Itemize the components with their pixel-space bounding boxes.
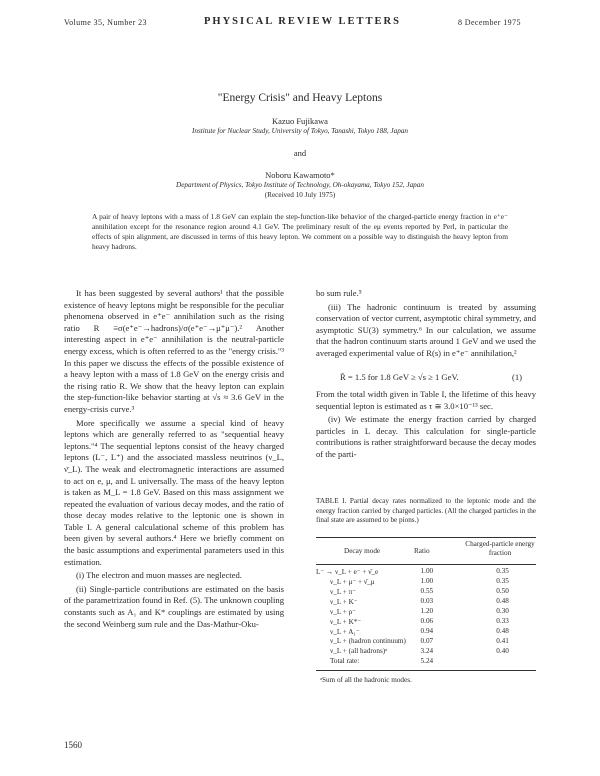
decay-table [316,566,536,666]
cell-ratio: 0.03 [420,597,434,605]
cell-decay-mode: ν_L + K⁻ [330,597,358,606]
table-row [316,656,536,666]
cell-ratio: 0.94 [420,627,434,635]
table-row [316,636,536,646]
table-row [316,576,536,586]
cell-energy-fraction [469,656,536,666]
table-footnote: ᵃSum of all the hadronic modes. [320,676,412,684]
author-1-name: Kazuo Fujikawa [272,116,328,126]
cell-energy-fraction: 0.48 [496,597,509,605]
table-header-energy-fraction: Charged-particle energy fraction [465,540,535,557]
cell-decay-mode: ν_L + π⁻ [330,587,357,596]
table-row [316,616,536,626]
table-row [316,566,536,576]
volume-number: Volume 35, Number 23 [64,18,147,27]
paper-title: "Energy Crisis" and Heavy Leptons [217,92,383,104]
table-header-rule [316,564,536,565]
author-1-affiliation: Institute for Nuclear Study, University of Tokyo, Tanashi, Tokyo 188, Japan [191,127,409,135]
paragraph-intro: It has been suggested by several authors¹ that the possible existence of heavy leptons might be responsible for the peculiar phenomena observed in e⁺e⁻ annihilation such as the rising ratio R ≡σ(e⁺e⁻→hadrons)/σ(e⁺e⁻→μ⁺μ⁻).² Another interesting aspect in e⁺e⁻ annihilation is the neutral-particle energy excess, which is often referred to as the "energy crisis."³ In this paper we discuss the effects of the possible existence of a heavy lepton with a mass of 1.8 GeV on the energy crisis and the rising ratio R. We show that the heavy lepton can explain the step-function-like behavior starting at √s ≈ 3.6 GeV in the energy-crisis curve.³ [64,288,284,414]
cell-energy-fraction: 0.35 [496,577,509,585]
paragraph-sum-rule-end: bo sum rule.⁵ [316,288,362,298]
cell-energy-fraction: 0.48 [496,627,509,635]
abstract: A pair of heavy leptons with a mass of 1.8 GeV can explain the step-function-like behavior of the charged-particle energy fraction in e⁺e⁻ annihilation except for the resonance region around 4.1 GeV. The preliminary result of the eμ events reported by Perl, in particular the effects of spin alignment, are discussed in terms of this heavy lepton. We comment on a possible way to distinguish the heavy lepton from heavy hadrons. [92,212,508,251]
author-2-affiliation: Department of Physics, Tokyo Institute of Technology, Oh-okayama, Tokyo 152, Japan [176,181,424,189]
equation-1-number: (1) [512,372,523,382]
table-row [316,606,536,616]
table-row [316,646,536,656]
right-column-bottom [316,389,536,461]
cell-decay-mode: ν_L + (all hadrons)ᵃ [330,647,388,655]
paragraph-lifetime: From the total width given in Table I, the lifetime of this heavy sequential lepton is estimated as τ ≅ 3.0×10⁻¹³ sec. [316,389,536,411]
cell-ratio: 3.24 [420,647,434,655]
cell-ratio: 1.20 [420,607,434,615]
cell-energy-fraction: 0.50 [496,587,509,595]
right-column-top [316,288,536,360]
cell-energy-fraction: 0.40 [496,647,509,655]
cell-decay-mode: L⁻ → ν_L + e⁻ + ν̄_e [316,567,379,576]
cell-ratio: 0.55 [420,587,434,595]
cell-ratio: 1.00 [420,567,434,575]
table-header-ratio: Ratio [414,547,430,555]
table-row [316,596,536,606]
left-column [64,288,284,630]
cell-decay-mode: ν_L + K*⁻ [330,617,362,626]
cell-decay-mode: Total rate: [330,657,360,665]
page-number: 1560 [64,740,82,750]
cell-decay-mode: ν_L + μ⁻ + ν̄_μ [330,577,375,586]
paragraph-assumption-iii: (iii) The hadronic continuum is treated by assuming conservation of vector current, asymptotic chiral symmetry, and asymptotic SU(3) symmetry.⁶ In our calculation, we assume that the hadron continuum starts around 1 GeV and we used the averaged experimental value of R(s) in e⁺e⁻ annihilation,² [316,301,536,358]
issue-date: 8 December 1975 [458,18,521,27]
cell-energy-fraction: 0.41 [496,637,509,645]
paragraph-assumption-iv: (iv) We estimate the energy fraction carried by charged particles in L decay. This calculation for single-particle contributions is rather straightforward because the decay modes of the parti- [316,414,536,459]
paragraph-assumption-i: (i) The electron and muon masses are neglected. [76,570,242,581]
cell-ratio: 1.00 [420,577,434,585]
table-header-decay-mode: Decay mode [344,547,381,555]
and-separator: and [293,148,307,158]
paragraph-sequential-leptons: More specifically we assume a special kind of heavy leptons which are generally referred to as "sequential heavy leptons."⁴ The sequential leptons consist of the heavy charged leptons (L⁻, L⁺) and the associated massless neutrinos (ν_L, ν̄_L). The weak and electromagnetic interactions are assumed to act on e, μ, and L universally. The mass of the heavy lepton is taken as M_L = 1.8 GeV. Based on this mass assignment we repeated the evaluation of various decay modes, and the ratio of those decay modes relative to the leptonic one is shown in Table I. A general calculational scheme of this problem has been given by several authors.⁴ Here we briefly comment on the basic assumptions and experimental parameters used in this estimation. [64,417,284,567]
equation-1: R̄ = 1.5 for 1.8 GeV ≥ √s ≥ 1 GeV. [340,372,459,382]
cell-ratio: 5.24 [420,657,434,665]
author-2-name: Noboru Kawamoto* [265,170,335,180]
cell-ratio: 0.06 [420,617,434,625]
cell-decay-mode: ν_L + ρ⁻ [330,607,356,616]
table-top-rule [316,537,536,538]
table-bottom-rule [316,670,536,671]
journal-name: PHYSICAL REVIEW LETTERS [204,16,401,27]
table-row [316,586,536,596]
cell-energy-fraction: 0.33 [496,617,509,625]
received-date: (Received 10 July 1975) [264,191,336,199]
table-caption: TABLE I. Partial decay rates normalized to the leptonic mode and the energy fraction carried by charged particles. (All the charged particles in the final state are assumed to be pions.) [316,497,536,525]
cell-energy-fraction: 0.30 [496,607,509,615]
table-row [316,626,536,636]
cell-decay-mode: ν_L + A₁⁻ [330,627,360,636]
cell-energy-fraction: 0.35 [496,567,509,575]
cell-decay-mode: ν_L + (hadron continuum) [330,637,406,645]
cell-ratio: 0.07 [420,637,434,645]
paragraph-assumption-ii: (ii) Single-particle contributions are estimated on the basis of the parametrization found in Ref. (5). The unknown coupling constants such as A₁ and K* couplings are estimated by using the second Weinberg sum rule and the Das-Mathur-Oku- [64,583,284,629]
